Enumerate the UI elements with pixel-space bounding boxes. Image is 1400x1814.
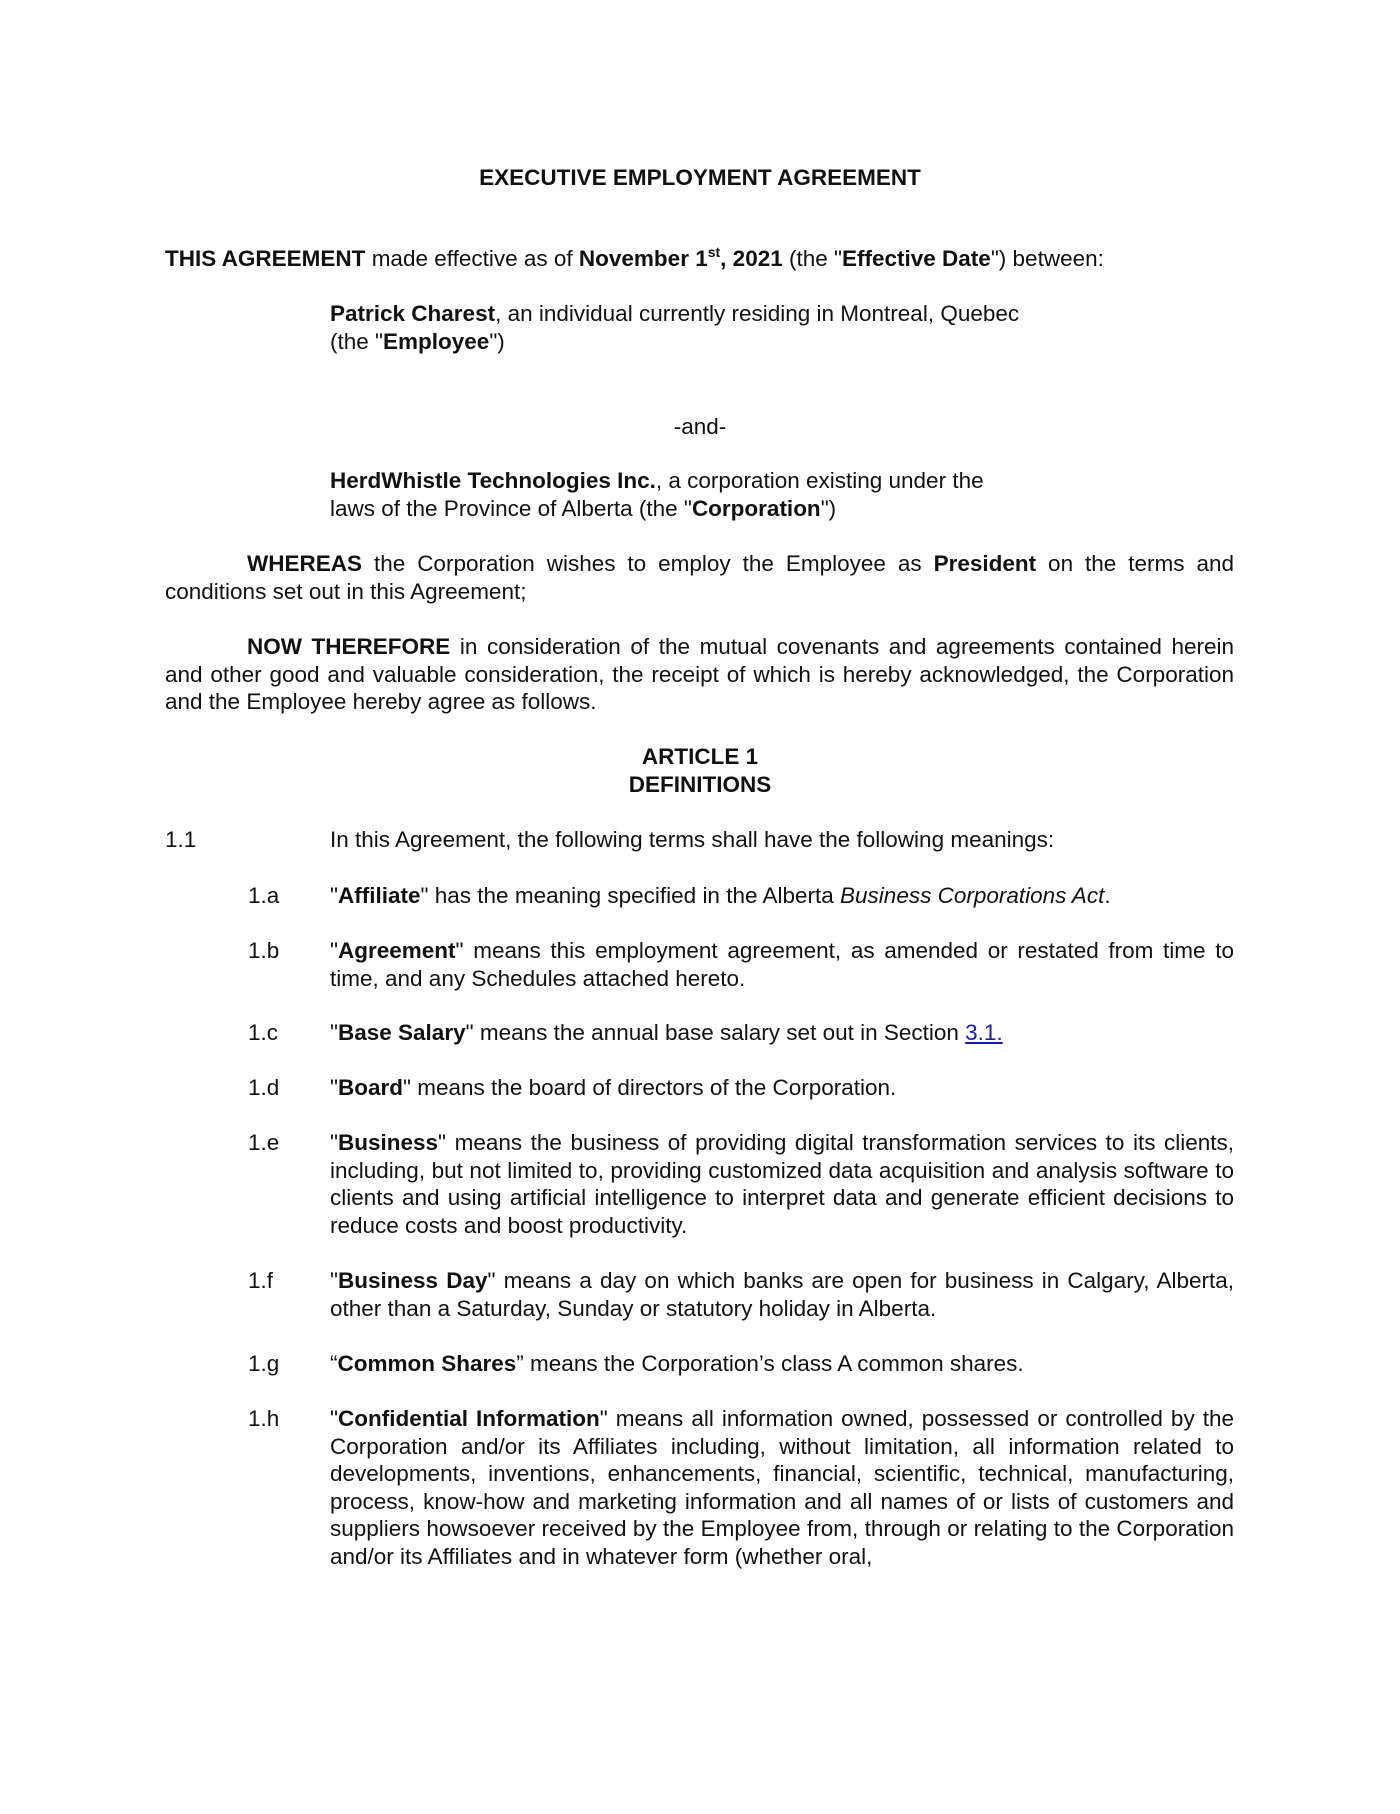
definition-term: Business (338, 1130, 439, 1155)
definition-number: 1.b (248, 938, 280, 963)
definition-number: 1.c (248, 1020, 279, 1045)
definition-term: Common Shares (337, 1351, 517, 1376)
role-title: President (933, 551, 1037, 576)
article-name: DEFINITIONS (628, 771, 772, 797)
document-title: EXECUTIVE EMPLOYMENT AGREEMENT (479, 165, 921, 190)
now-therefore-clause: NOW THEREFORE in consideration of the mutual covenants and agreements contained herein and other good and valuable consideration, the receipt of which is hereby acknowledged, the Corporation and the Employee hereby agree as follows. (165, 634, 1234, 714)
employee-term: Employee (383, 328, 490, 354)
whereas-lead: WHEREAS (247, 551, 363, 576)
effective-date-term: Effective Date (842, 246, 991, 271)
definition-affiliate: "Affiliate" has the meaning specified in the Alberta Business Corporations Act. (330, 883, 1111, 908)
definition-number: 1.g (248, 1351, 280, 1376)
definition-board: "Board" means the board of directors of the Corporation. (330, 1075, 897, 1100)
preamble: THIS AGREEMENT made effective as of November 1st, 2021 (the "Effective Date") between: (165, 244, 1104, 271)
employee-name: Patrick Charest (330, 301, 496, 326)
definition-common-shares: “Common Shares” means the Corporation’s class A common shares. (330, 1351, 1024, 1376)
effective-date-value: November 1st, 2021 (578, 244, 783, 271)
section-text: In this Agreement, the following terms shall have the following meanings: (330, 827, 1055, 852)
corporation-name: HerdWhistle Technologies Inc. (330, 468, 656, 493)
this-agreement-label: THIS AGREEMENT (165, 246, 366, 271)
definition-number: 1.e (248, 1130, 280, 1155)
definition-number: 1.h (248, 1406, 280, 1431)
now-therefore-lead: NOW THEREFORE (247, 634, 451, 659)
definition-term: Affiliate (338, 883, 421, 908)
definition-number: 1.f (248, 1268, 274, 1293)
definition-business-day: "Business Day" means a day on which banks are open for business in Calgary, Alberta, other than a Saturday, Sunday or statutory holiday in Alberta. (330, 1268, 1234, 1321)
section-link[interactable]: 3.1. (965, 1020, 1003, 1045)
article-heading (0, 743, 1400, 798)
definition-term: Business Day (338, 1268, 488, 1293)
definition-term: Confidential Information (338, 1406, 600, 1431)
definition-agreement: "Agreement" means this employment agreement, as amended or restated from time to time, and any Schedules attached hereto. (330, 938, 1234, 991)
definition-confidential-information: "Confidential Information" means all information owned, possessed or controlled by the Corporation and/or its Affiliates including, without limitation, all information related to developments, inventions, enhancements, financial, scientific, technical, manufacturing, process, know-how and marketing information and all names of or lists of customers and suppliers howsoever received by the Employee from, through or relating to the Corporation and/or its Affiliates and in whatever form (whether oral, (330, 1406, 1234, 1569)
definition-term: Base Salary (338, 1020, 466, 1045)
definition-base-salary: "Base Salary" means the annual base salary set out in Section 3.1. (330, 1020, 1003, 1045)
act-name: Business Corporations Act (840, 883, 1105, 908)
definition-number: 1.d (248, 1075, 280, 1100)
employee-party: Patrick Charest, an individual currently residing in Montreal, Quebec (the "Employee") (330, 301, 1020, 354)
definition-number: 1.a (248, 883, 280, 908)
section-number: 1.1 (165, 827, 197, 852)
corporation-term: Corporation (691, 495, 821, 521)
whereas-clause: WHEREAS the Corporation wishes to employ the Employee as President on the terms and conditions set out in this Agreement; (165, 551, 1234, 604)
definition-business: "Business" means the business of providing digital transformation services to its clients, including, but not limited to, providing customized data acquisition and analysis software to clients and using artificial intelligence to interpret data and generate efficient decisions to reduce costs and boost productivity. (330, 1130, 1234, 1238)
and-separator: -and- (673, 414, 727, 439)
article-number: ARTICLE 1 (641, 744, 759, 769)
corporation-party: HerdWhistle Technologies Inc., a corporation existing under the laws of the Province of Alberta (the "Corporation") (330, 468, 984, 521)
definition-term: Agreement (338, 938, 456, 963)
definition-term: Board (338, 1075, 404, 1100)
